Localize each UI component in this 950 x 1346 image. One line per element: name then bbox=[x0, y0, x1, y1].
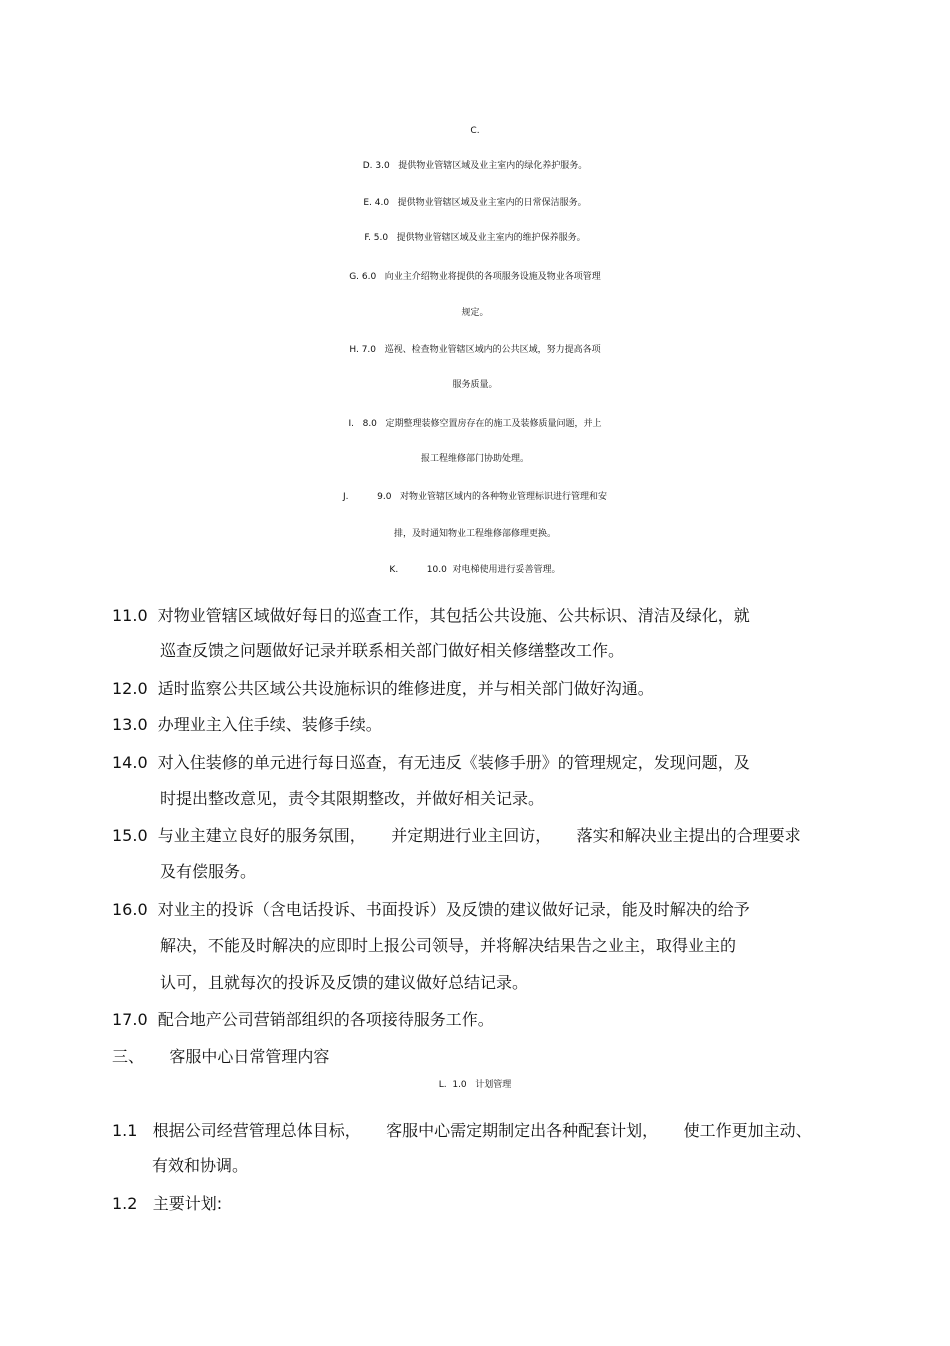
item-c: C. bbox=[470, 126, 480, 136]
item-e-line: E. 4.0 提供物业管辖区域及业主室内的日常保洁服务。 bbox=[363, 198, 587, 208]
item-14-line: 14.0 对入住装修的单元进行每日巡查，有无违反《装修手册》的管理规定，发现问题，及 bbox=[112, 753, 750, 772]
section-three-heading: 三、 客服中心日常管理内容 bbox=[112, 1047, 330, 1066]
item-i-line: I. 8.0 定期整理装修空置房存在的施工及装修质量问题，并上 bbox=[348, 419, 602, 429]
item-1-1-continuation: 有效和协调。 bbox=[152, 1156, 249, 1175]
item-16-line: 16.0 对业主的投诉（含电话投诉、书面投诉）及反馈的建议做好记录，能及时解决的给予 bbox=[112, 900, 750, 919]
item-g-continuation: 规定。 bbox=[461, 308, 489, 318]
item-j-continuation: 排，及时通知物业工程维修部修理更换。 bbox=[393, 529, 556, 539]
item-g-line: G. 6.0 向业主介绍物业将提供的各项服务设施及物业各项管理 bbox=[349, 272, 601, 282]
item-12-line: 12.0 适时监察公共区域公共设施标识的维修进度，并与相关部门做好沟通。 bbox=[112, 679, 654, 698]
item-16-continuation-2: 认可，且就每次的投诉及反馈的建议做好总结记录。 bbox=[160, 973, 529, 992]
item-j-line: J. 9.0 对物业管辖区域内的各种物业管理标识进行管理和安 bbox=[342, 492, 608, 502]
item-11-line: 11.0 对物业管辖区域做好每日的巡查工作，其包括公共设施、公共标识、清洁及绿化，就 bbox=[112, 606, 750, 625]
item-11-continuation: 巡查反馈之问题做好记录并联系相关部门做好相关修缮整改工作。 bbox=[160, 641, 625, 660]
item-d-line: D. 3.0 提供物业管辖区域及业主室内的绿化养护服务。 bbox=[362, 161, 588, 171]
item-h-continuation: 服务质量。 bbox=[452, 380, 498, 390]
item-13-line: 13.0 办理业主入住手续、装修手续。 bbox=[112, 715, 382, 734]
item-i-continuation: 报工程维修部门协助处理。 bbox=[420, 454, 529, 464]
item-17-line: 17.0 配合地产公司营销部组织的各项接待服务工作。 bbox=[112, 1010, 494, 1029]
item-h-line: H. 7.0 巡视、检查物业管辖区域内的公共区域，努力提高各项 bbox=[349, 345, 601, 355]
item-1-1-line: 1.1 根据公司经营管理总体目标， 客服中心需定期制定出各种配套计划， 使工作更加主动、 bbox=[112, 1121, 812, 1140]
item-f-line: F. 5.0 提供物业管辖区域及业主室内的维护保养服务。 bbox=[364, 233, 586, 243]
item-k-line: K. 10.0 对电梯使用进行妥善管理。 bbox=[389, 565, 561, 575]
plan-management-heading: L. 1.0 计划管理 bbox=[438, 1080, 512, 1090]
item-16-continuation-1: 解决，不能及时解决的应即时上报公司领导，并将解决结果告之业主，取得业主的 bbox=[160, 936, 737, 955]
item-15-continuation: 及有偿服务。 bbox=[160, 862, 257, 881]
item-15-line: 15.0 与业主建立良好的服务氛围， 并定期进行业主回访， 落实和解决业主提出的合理要求 bbox=[112, 826, 801, 845]
item-1-2-line: 1.2 主要计划: bbox=[112, 1194, 223, 1213]
item-14-continuation: 时提出整改意见，责令其限期整改，并做好相关记录。 bbox=[160, 789, 545, 808]
